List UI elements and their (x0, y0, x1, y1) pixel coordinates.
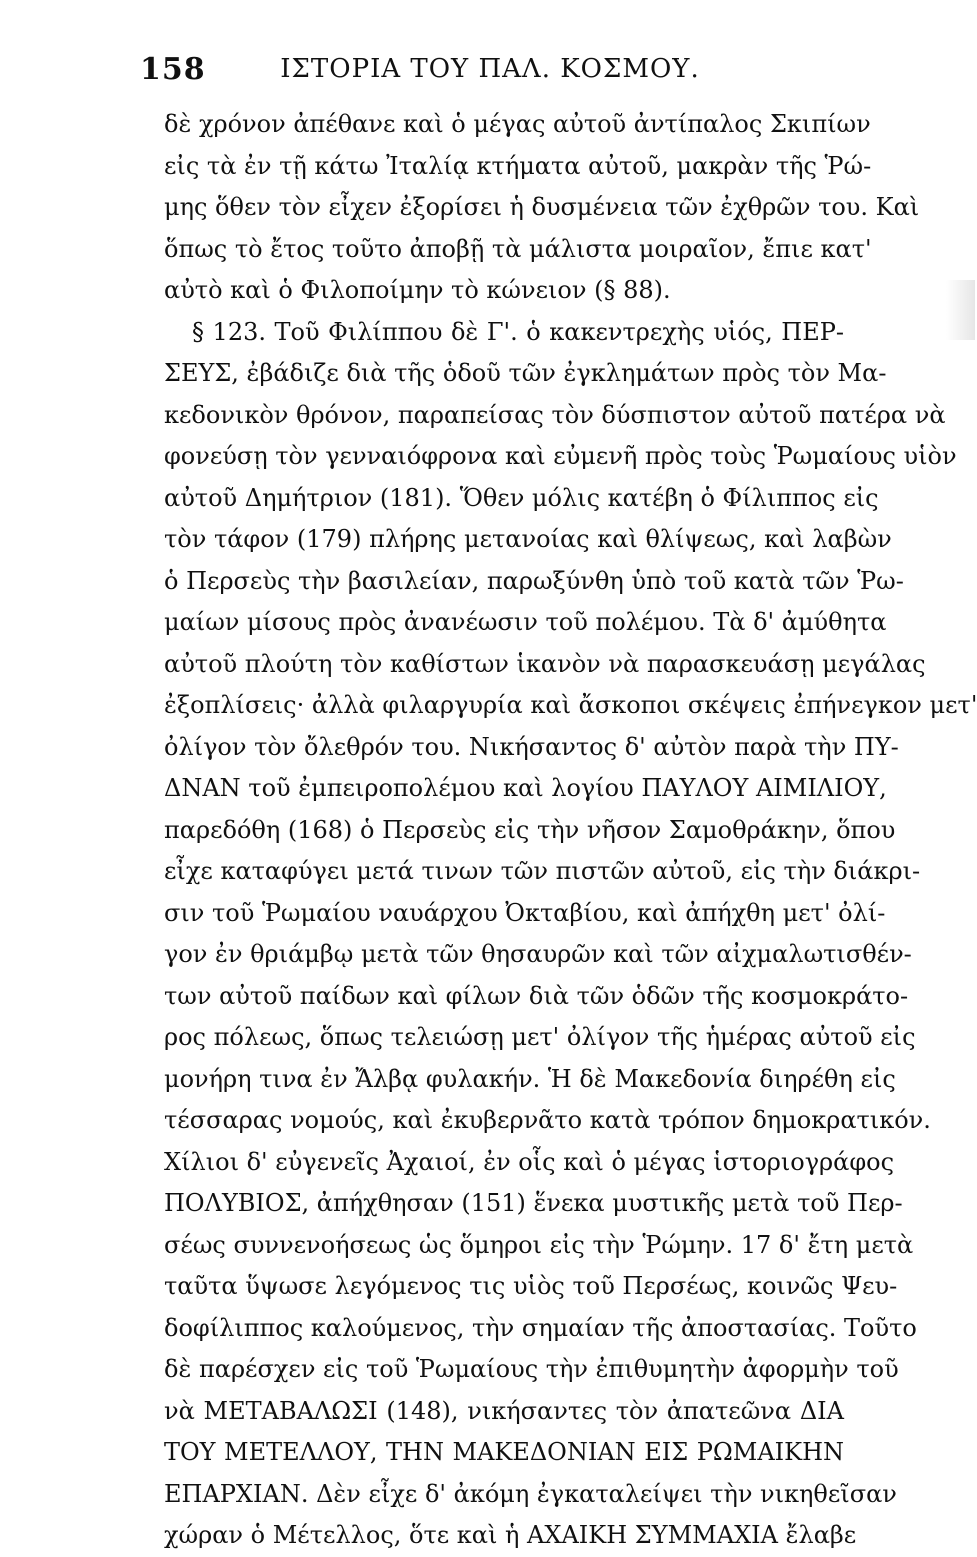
text-line: ταῦτα ὕψωσε λεγόμενος τις υἱὸς τοῦ Περσέως, κοινῶς Ψευ- (164, 1272, 898, 1300)
text-line: ΣΕΥΣ, ἐβάδιζε διὰ τῆς ὁδοῦ τῶν ἐγκλημάτων πρὸς τὸν Μα- (164, 359, 887, 387)
text-line: εἰς τὰ ἐν τῇ κάτω Ἰταλίᾳ κτήματα αὐτοῦ, μακρὰν τῆς Ῥώ- (164, 151, 872, 180)
text-line: γον ἐν θριάμβῳ μετὰ τῶν θησαυρῶν καὶ τῶν αἰχμαλωτισθέν- (164, 940, 912, 968)
text-line: τὸν τάφον (179) πλήρης μετανοίας καὶ θλίψεως, καὶ λαβὼν (164, 525, 892, 553)
text-line: ΕΠΑΡΧΙΑΝ. Δὲν εἶχε δ' ἀκόμη ἐγκαταλείψει τὴν νικηθεῖσαν (164, 1479, 897, 1508)
text-line: ΠΟΛΥΒΙΟΣ, ἀπήχθησαν (151) ἕνεκα μυστικῆς μετὰ τοῦ Περ- (164, 1189, 903, 1217)
text-line: χώραν ὁ Μέτελλος, ὅτε καὶ ἡ ΑΧΑΙΚΗ ΣΥΜΜΑΧΙΑ ἔλαβε (164, 1521, 857, 1549)
text-line: εἶχε καταφύγει μετά τινων τῶν πιστῶν αὐτοῦ, εἰς τὴν διάκρι- (164, 857, 921, 885)
page-number: 158 (140, 52, 206, 87)
page-header (140, 50, 840, 100)
text-line: ΤΟΥ ΜΕΤΕΛΛΟΥ, ΤΗΝ ΜΑΚΕΔΟΝΙΑΝ ΕΙΣ ΡΩΜΑΙΚΗΝ (164, 1438, 844, 1466)
text-line: νὰ ΜΕΤΑΒΑΛΩΣΙ (148), νικήσαντες τὸν ἀπατεῶνα ΔΙΑ (164, 1396, 844, 1425)
text-line: Χίλιοι δ' εὐγενεῖς Ἀχαιοί, ἐν οἷς καὶ ὁ μέγας ἱστοριογράφος (164, 1147, 895, 1176)
text-line: τέσσαρας νομούς, καὶ ἐκυβερνᾶτο κατὰ τρόπον δημοκρατικόν. (164, 1106, 931, 1134)
text-line: ὁ Περσεὺς τὴν βασιλείαν, παρωξύνθη ὑπὸ τοῦ κατὰ τῶν Ῥω- (164, 566, 904, 595)
text-line: αὐτοῦ πλούτη τὸν καθίστων ἱκανὸν νὰ παρασκευάσῃ μεγάλας (164, 649, 926, 678)
text-line: παρεδόθη (168) ὁ Περσεὺς εἰς τὴν νῆσον Σαμοθράκην, ὅπου (164, 815, 896, 844)
text-line: μονήρη τινα ἐν Ἄλβᾳ φυλακήν. Ἡ δὲ Μακεδονία διηρέθη εἰς (164, 1064, 896, 1093)
text-line: δοφίλιππος καλούμενος, τὴν σημαίαν τῆς ἀποστασίας. Τοῦτο (164, 1313, 917, 1342)
text-line: των αὐτοῦ παίδων καὶ φίλων διὰ τῶν ὁδῶν τῆς κοσμοκράτο- (164, 981, 909, 1010)
running-head: ΙΣΤΟΡΙΑ ΤΟΥ ΠΑΛ. ΚΟΣΜΟΥ. (280, 54, 700, 84)
text-line: κεδονικὸν θρόνον, παραπείσας τὸν δύσπιστον αὐτοῦ πατέρα νὰ (164, 400, 946, 429)
paragraph (164, 104, 920, 312)
text-line: δὲ παρέσχεν εἰς τοῦ Ῥωμαίους τὴν ἐπιθυμητὴν ἀφορμὴν τοῦ (164, 1355, 899, 1383)
body-text (164, 104, 977, 1557)
text-line: ἐξοπλίσεις· ἀλλὰ φιλαργυρία καὶ ἄσκοποι σκέψεις ἐπήνεγκον μετ' (164, 691, 977, 719)
text-line: μαίων μίσους πρὸς ἀνανέωσιν τοῦ πολέμου. Τὰ δ' ἀμύθητα (164, 608, 887, 636)
text-line: φονεύσῃ τὸν γενναιόφρονα καὶ εὐμενῆ πρὸς τοὺς Ῥωμαίους υἱὸν (164, 442, 957, 470)
text-line: ὅπως τὸ ἔτος τοῦτο ἀποβῇ τὰ μάλιστα μοιραῖον, ἔπιε κατ' (164, 234, 872, 263)
text-line: ὀλίγον τὸν ὄλεθρόν του. Νικήσαντος δ' αὐτὸν παρὰ τὴν ΠΥ- (164, 732, 899, 761)
text-line: δὲ χρόνον ἀπέθανε καὶ ὁ μέγας αὐτοῦ ἀντίπαλος Σκιπίων (164, 110, 871, 138)
text-line: σιν τοῦ Ῥωμαίου ναυάρχου Ὀκταβίου, καὶ ἀπήχθη μετ' ὀλί- (164, 898, 886, 927)
text-line: § 123. Τοῦ Φιλίππου δὲ Γ'. ὁ κακεντρεχὴς υἱός, ΠΕΡ- (192, 317, 844, 346)
text-line: ΔΝΑΝ τοῦ ἐμπειροπολέμου καὶ λογίου ΠΑΥΛΟΥ ΑΙΜΙΛΙΟΥ, (164, 774, 887, 802)
text-line: αὐτοῦ Δημήτριον (181). Ὅθεν μόλις κατέβη ὁ Φίλιππος εἰς (164, 483, 879, 512)
scan-edge-shadow (946, 280, 975, 340)
text-line: μης ὅθεν τὸν εἶχεν ἐξορίσει ἡ δυσμένεια τῶν ἐχθρῶν του. Καὶ (164, 193, 920, 221)
text-line: αὐτὸ καὶ ὁ Φιλοποίμην τὸ κώνειον (§ 88). (164, 276, 671, 304)
text-line: σέως συννενοήσεως ὡς ὅμηροι εἰς τὴν Ῥώμην. 17 δ' ἔτη μετὰ (164, 1230, 914, 1259)
text-line: ρος πόλεως, ὅπως τελειώσῃ μετ' ὀλίγον τῆς ἡμέρας αὐτοῦ εἰς (164, 1023, 916, 1051)
paragraph (164, 312, 977, 1557)
